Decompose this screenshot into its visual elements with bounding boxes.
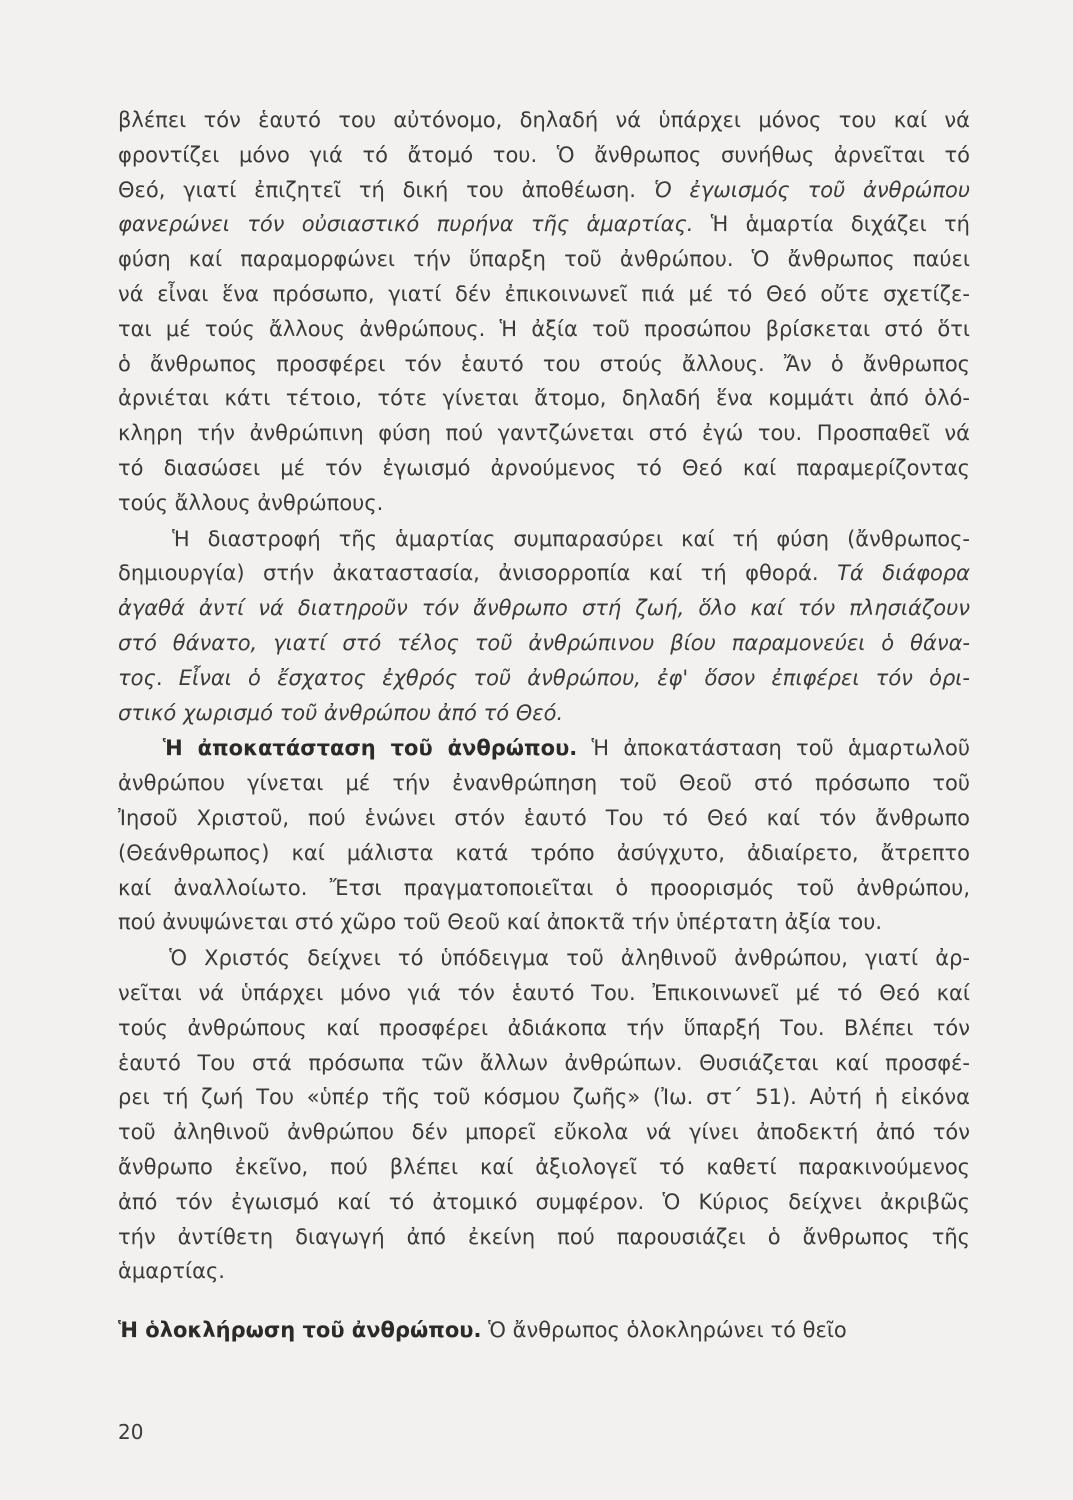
text-line (118, 416, 970, 451)
text-line (118, 103, 970, 138)
text-line (118, 556, 970, 591)
text-run: τος (118, 665, 156, 690)
text-line (118, 1185, 970, 1220)
text-run: ἀγαθά ἀντί νά διατηροῦν τόν ἄνθρωπο στή ζωή, ὅλο καί τόν πλησιάζουν (118, 596, 970, 621)
text-run: ἀπό τόν ἐγωισμό καί τό ἀτομικό συμφέρον. Ὁ Κύριος δείχνει ἀκριβῶς (118, 1189, 970, 1214)
text-line (118, 347, 970, 382)
text-line (118, 1011, 970, 1046)
text-run: φροντίζει μόνο γιά τό ἄτομό του. Ὁ ἄνθρωπος συνήθως ἀρνεῖται τό (118, 142, 970, 167)
text-run: Ἰησοῦ Χριστοῦ, πού ἑνώνει στόν ἑαυτό Του τό Θεό καί τόν ἄνθρωπο (118, 805, 970, 830)
text-run: δημιουργία) στήν ἀκαταστασία, ἀνισορροπία καί τή φθορά. (118, 561, 838, 586)
text-line (118, 173, 970, 208)
text-line (118, 312, 970, 347)
text-run: Ὁ ἄνθρωπος ὁλοκληρώνει τό θεῖο (481, 1318, 847, 1343)
text-line (118, 871, 970, 906)
text-line (118, 626, 970, 661)
page-body (118, 103, 970, 1348)
text-line (118, 661, 970, 696)
text-line (118, 451, 970, 486)
text-run: πού ἀνυψώνεται στό χῶρο τοῦ Θεοῦ καί ἀποκτᾶ τήν ὑπέρτατη ἀξία του. (118, 910, 883, 935)
text-run: . (155, 665, 179, 690)
text-run: τούς ἀνθρώπους καί προσφέρει ἀδιάκοπα τήν ὕπαρξή Του. Βλέπει τόν (118, 1015, 970, 1040)
text-run: (Θεάνθρωπος) καί μάλιστα κατά τρόπο ἀσύγχυτο, ἀδιαίρετο, ἄτρεπτο (118, 840, 970, 865)
text-line (118, 1313, 970, 1348)
text-line (118, 1046, 970, 1081)
text-line (118, 138, 970, 173)
text-run: ρει τή ζωή Του «ὑπέρ τῆς τοῦ κόσμου ζωῆς» (Ἰω. στ΄ 51). Αὐτή ἡ εἰκόνα (118, 1085, 970, 1110)
text-line (118, 976, 970, 1011)
text-run: ὁ ἄνθρωπος προσφέρει τόν ἑαυτό του στούς ἄλλους. Ἄν ὁ ἄνθρωπος (118, 351, 970, 376)
section-heading: Ἡ ἀποκατάσταση τοῦ ἀνθρώπου. (118, 736, 578, 761)
text-line (118, 941, 970, 976)
text-run: ἁμαρτίας. (118, 1259, 225, 1284)
text-run: Ἡ ἁμαρτία διχάζει τή (693, 212, 970, 237)
text-run: καί ἀναλλοίωτο. Ἔτσι πραγματοποιεῖται ὁ προορισμός τοῦ ἀνθρώπου, (118, 875, 970, 900)
text-run: νά εἶναι ἕνα πρόσωπο, γιατί δέν ἐπικοινωνεῖ πιά μέ τό Θεό οὔτε σχετίζε- (118, 281, 970, 306)
paragraph-4 (118, 941, 970, 1289)
text-run: στικό χωρισμό τοῦ ἀνθρώπου ἀπό τό Θεό. (118, 700, 564, 725)
text-run: φανερώνει τόν οὐσιαστικό πυρήνα τῆς ἁμαρτίας. (118, 212, 694, 237)
text-run: ἄνθρωπο ἐκεῖνο, πού βλέπει καί ἀξιολογεῖ τό καθετί παρακινούμενος (118, 1154, 970, 1179)
paragraph-3 (118, 731, 970, 940)
paragraph-2 (118, 522, 970, 731)
text-line (118, 1115, 970, 1150)
text-run: Ὁ Χριστός δείχνει τό ὑπόδειγμα τοῦ ἀληθινοῦ ἀνθρώπου, γιατί ἀρ- (118, 946, 970, 971)
text-line (118, 522, 970, 557)
text-line (118, 836, 970, 871)
text-run: Τά διάφορα (837, 561, 970, 586)
text-run: Εἶναι ὁ ἔσχατος ἐχθρός τοῦ ἀνθρώπου, ἐφ' ὅσον ἐπιφέρει τόν ὁρι- (178, 665, 970, 690)
text-run: τούς ἄλλους ἀνθρώπους. (118, 490, 384, 515)
text-line (118, 591, 970, 626)
text-run: τό διασώσει μέ τόν ἐγωισμό ἀρνούμενος τό Θεό καί παραμερίζοντας (118, 455, 970, 480)
text-line (118, 1150, 970, 1185)
text-line (118, 766, 970, 801)
text-run: τοῦ ἀληθινοῦ ἀνθρώπου δέν μπορεῖ εὔκολα νά γίνει ἀποδεκτή ἀπό τόν (118, 1120, 970, 1145)
text-line (118, 731, 970, 766)
page-number: 20 (118, 1420, 144, 1444)
text-run: τήν ἀντίθετη διαγωγή ἀπό ἐκείνη πού παρουσιάζει ὁ ἄνθρωπος τῆς (118, 1224, 970, 1249)
text-run: Ἡ διαστροφή τῆς ἁμαρτίας συμπαρασύρει καί τή φύση (ἄνθρωπος- (118, 526, 970, 551)
section-heading: Ἡ ὁλοκλήρωση τοῦ ἀνθρώπου. (118, 1318, 482, 1343)
text-run: ἑαυτό Του στά πρόσωπα τῶν ἄλλων ἀνθρώπων. Θυσιάζεται καί προσφέ- (118, 1050, 970, 1075)
paragraph-5 (118, 1313, 970, 1348)
text-line (118, 1080, 970, 1115)
text-run: νεῖται νά ὑπάρχει μόνο γιά τόν ἑαυτό Του. Ἐπικοινωνεῖ μέ τό Θεό καί (118, 980, 970, 1005)
text-run: Ἡ ἀποκατάσταση τοῦ ἁμαρτωλοῦ (577, 736, 971, 761)
text-run: ἀρνιέται κάτι τέτοιο, τότε γίνεται ἄτομο, δηλαδή ἕνα κομμάτι ἀπό ὁλό- (118, 386, 970, 411)
text-run: Ὁ ἐγωισμός τοῦ ἀνθρώπου (653, 177, 970, 202)
text-run: κληρη τήν ἀνθρώπινη φύση πού γαντζώνεται στό ἐγώ του. Προσπαθεῖ νά (118, 421, 970, 446)
text-run: βλέπει τόν ἑαυτό του αὐτόνομο, δηλαδή νά ὑπάρχει μόνος του καί νά (118, 108, 970, 132)
text-run: φύση καί παραμορφώνει τήν ὕπαρξη τοῦ ἀνθρώπου. Ὁ ἄνθρωπος παύει (118, 247, 970, 272)
text-line (118, 207, 970, 242)
paragraph-1 (118, 103, 970, 521)
text-line (118, 905, 970, 940)
text-line (118, 242, 970, 277)
text-line (118, 1254, 970, 1289)
text-line (118, 696, 970, 731)
text-line (118, 801, 970, 836)
text-run: ται μέ τούς ἄλλους ἀνθρώπους. Ἡ ἀξία τοῦ προσώπου βρίσκεται στό ὅτι (118, 316, 970, 341)
text-line (118, 381, 970, 416)
text-line (118, 1220, 970, 1255)
text-line (118, 486, 970, 521)
text-run: ἀνθρώπου γίνεται μέ τήν ἐνανθρώπηση τοῦ Θεοῦ στό πρόσωπο τοῦ (118, 771, 970, 796)
text-line (118, 277, 970, 312)
text-run: Θεό, γιατί ἐπιζητεῖ τή δική του ἀποθέωση. (118, 177, 654, 202)
text-run: στό θάνατο, γιατί στό τέλος τοῦ ἀνθρώπινου βίου παραμονεύει ὁ θάνα- (118, 630, 970, 655)
